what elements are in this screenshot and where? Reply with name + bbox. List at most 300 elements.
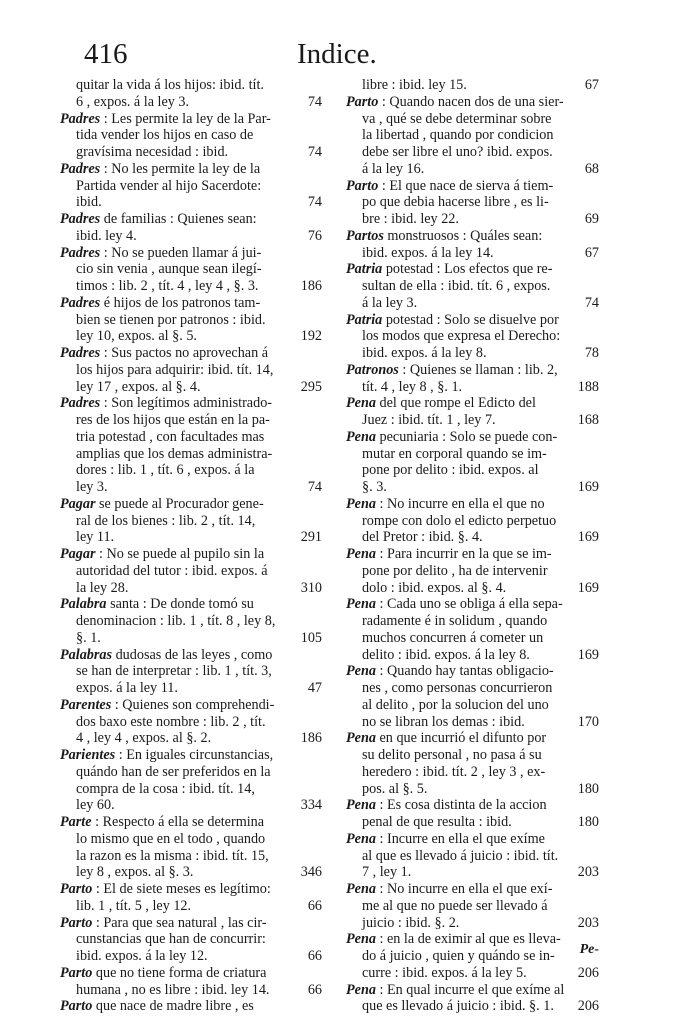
entry-line (76, 446, 342, 463)
entry-keyword: Palabra (60, 596, 107, 613)
entry-line (346, 496, 609, 513)
entry-keyword: Pena (346, 596, 376, 613)
entry-text: do á juicio , quien y quándo se in- (362, 948, 555, 964)
entry-page-ref: 295 (300, 378, 322, 395)
entry-text: : Sus pactos no aprovechan á (100, 345, 269, 361)
entry-text: al delito , por la solucion del uno (362, 696, 549, 713)
entry-line (346, 596, 609, 613)
entry-line (76, 730, 342, 747)
index-entry (346, 797, 609, 831)
entry-line (60, 647, 342, 664)
entry-text: muchos concurren á cometer un (362, 629, 544, 646)
entry-text: del que rompe el Edicto del (375, 395, 536, 412)
entry-page-ref: 203 (577, 864, 599, 881)
entry-text: : Para incurrir en la que se im- (375, 546, 552, 562)
entry-text: va , qué se debe determinar sobre (362, 110, 552, 127)
entry-text: Partida vender al hijo Sacerdote: (76, 177, 262, 194)
entry-text: §. 1. (76, 629, 101, 646)
entry-text: : No les permite la ley de la (100, 160, 261, 177)
entry-line (362, 328, 609, 345)
entry-page-ref: 180 (577, 780, 599, 797)
entry-page-ref: 78 (584, 345, 599, 361)
entry-text: : Son legítimos administrado- (100, 395, 273, 412)
entry-text: dudosas de las leyes , como (112, 646, 273, 663)
entry-line (60, 596, 342, 613)
entry-page-ref: 67 (584, 77, 599, 93)
entry-line (362, 127, 609, 144)
entry-line (362, 563, 609, 580)
entry-line (346, 546, 609, 563)
entry-line (362, 278, 609, 295)
entry-text: curre : ibid. expos. á la ley 5. (362, 964, 527, 981)
entry-line (76, 127, 342, 144)
entry-text: dores : lib. 1 , tít. 6 , expos. á la (76, 462, 255, 479)
entry-keyword: Patria (346, 261, 383, 278)
entry-line (362, 211, 609, 228)
entry-line (362, 814, 609, 831)
entry-text: la ley 28. (76, 579, 129, 596)
entry-line (60, 998, 342, 1015)
index-entry (60, 395, 342, 496)
entry-page-ref: 180 (577, 814, 599, 830)
entry-text: : Cada uno se obliga á ella sepa- (375, 596, 563, 613)
index-entry (346, 429, 609, 496)
entry-line (346, 362, 609, 379)
entry-keyword: Padres (60, 160, 101, 177)
entry-keyword: Pena (346, 730, 376, 747)
entry-line (76, 563, 342, 580)
entry-line (346, 429, 609, 446)
entry-text: santa : De donde tomó su (106, 596, 254, 613)
entry-page-ref: 169 (577, 479, 599, 495)
entry-keyword: Pagar (60, 495, 96, 512)
entry-keyword: Parto (60, 914, 93, 931)
entry-text: rompe con dolo el edicto perpetuo (362, 512, 557, 529)
entry-text: pos. al §. 5. (362, 780, 428, 797)
page-number: 416 (84, 38, 128, 70)
index-column-right (346, 77, 609, 1015)
index-entry (60, 747, 342, 814)
entry-keyword: Palabras (60, 646, 113, 663)
entry-keyword: Parto (60, 964, 93, 981)
entry-keyword: Parientes (60, 747, 116, 763)
entry-page-ref: 334 (300, 797, 322, 814)
index-entry (60, 596, 342, 646)
entry-line (346, 931, 609, 948)
entry-keyword: Padres (60, 211, 101, 227)
entry-text: pone por delito , ha de intervenir (362, 562, 548, 579)
entry-line (76, 228, 342, 245)
entry-line (76, 144, 342, 161)
entry-keyword: Parto (60, 881, 93, 897)
entry-page-ref: 188 (577, 378, 599, 395)
entry-text: 6 , expos. á la ley 3. (76, 93, 190, 110)
entry-text: que nace de madre libre , es (92, 998, 254, 1015)
entry-line (346, 261, 609, 278)
entry-line (60, 697, 342, 714)
entry-line (60, 965, 342, 982)
entry-keyword: Pena (346, 881, 376, 897)
entry-line (76, 613, 342, 630)
entry-text: pone por delito : ibid. expos. al (362, 462, 539, 479)
index-entry (346, 546, 609, 596)
entry-text: : Respecto á ella se determina (91, 814, 265, 830)
entry-text: ley 17 , expos. al §. 4. (76, 378, 201, 395)
entry-keyword: Padres (60, 294, 101, 311)
entry-text: cio sin venia , aunque sean ilegí- (76, 261, 262, 278)
entry-text: mutar en corporal quando se im- (362, 445, 547, 462)
index-entry (60, 915, 342, 965)
entry-text: me al que no puede ser llevado á (362, 897, 548, 914)
index-entry (60, 647, 342, 697)
entry-line (346, 312, 609, 329)
entry-page-ref: 66 (307, 897, 322, 914)
entry-text: tida vender los hijos en caso de (76, 127, 254, 144)
entry-page-ref: 169 (577, 646, 599, 663)
entry-line (346, 94, 609, 111)
entry-line (362, 747, 609, 764)
entry-line (76, 261, 342, 278)
entry-line (76, 362, 342, 379)
entry-text: : En iguales circunstancias, (115, 747, 274, 763)
entry-text: monstruosos : Quáles sean: (383, 227, 543, 244)
entry-text: que no tiene forma de criatura (92, 964, 267, 981)
entry-line (346, 881, 609, 898)
entry-line (362, 848, 609, 865)
index-entry (346, 395, 609, 429)
entry-text: denominacion : lib. 1 , tít. 8 , ley 8, (76, 613, 276, 629)
entry-text: : No incurre en ella el que exí- (375, 881, 553, 897)
entry-text: ibid. (76, 194, 102, 211)
entry-page-ref: 68 (584, 160, 599, 177)
entry-line (60, 345, 342, 362)
entry-line (362, 77, 609, 94)
entry-page-ref: 310 (300, 579, 322, 596)
entry-line (60, 295, 342, 312)
entry-text: nes , como personas concurrieron (362, 680, 553, 696)
entry-line (362, 111, 609, 128)
entry-keyword: Pena (346, 428, 376, 445)
entry-page-ref: 47 (307, 680, 322, 696)
entry-text: timos : lib. 2 , tít. 4 , ley 4 , §. 3. (76, 278, 259, 294)
entry-page-ref: 74 (307, 194, 322, 211)
entry-line (346, 797, 609, 814)
entry-page-ref: 206 (577, 998, 599, 1015)
index-entry (346, 496, 609, 546)
entry-line (76, 714, 342, 731)
index-entry (346, 931, 609, 981)
entry-line (362, 529, 609, 546)
index-entry (60, 295, 342, 345)
entry-page-ref: 186 (300, 730, 322, 747)
entry-line (346, 982, 609, 999)
entry-text: su delito personal , no pasa á su (362, 747, 542, 763)
entry-line (76, 379, 342, 396)
index-entry (346, 362, 609, 396)
entry-text: é hijos de los patronos tam- (100, 294, 261, 311)
entry-text: quándo han de ser preferidos en la (76, 763, 271, 780)
entry-text: : Incurre en ella el que exíme (375, 830, 545, 847)
entry-line (60, 496, 342, 513)
entry-line (60, 747, 342, 764)
entry-page-ref: 169 (577, 579, 599, 596)
index-entry (346, 596, 609, 663)
entry-text: cunstancias que han de concurrir: (76, 931, 266, 948)
entry-line (362, 295, 609, 312)
entry-line (76, 831, 342, 848)
index-entry (60, 245, 342, 295)
entry-text: ibid. expos. á la ley 8. (362, 345, 487, 361)
entry-keyword: Patronos (346, 361, 399, 378)
entry-keyword: Pena (346, 395, 376, 412)
entry-line (362, 781, 609, 798)
entry-text: ley 8 , expos. al §. 3. (76, 864, 194, 881)
index-entry (60, 161, 342, 211)
entry-line (362, 864, 609, 881)
entry-text: compra de la cosa : ibid. tít. 14, (76, 780, 255, 797)
entry-text: ley 11. (76, 529, 115, 546)
index-entry (60, 881, 342, 915)
entry-text: que es llevado á juicio : ibid. §. 1. (362, 998, 554, 1015)
entry-text: los modos que expresa el Derecho: (362, 328, 561, 345)
entry-line (76, 412, 342, 429)
entry-text: : No se puede al pupilo sin la (95, 546, 265, 562)
entry-line (76, 178, 342, 195)
entry-keyword: Parto (346, 177, 379, 194)
entry-page-ref: 67 (584, 244, 599, 261)
entry-line (362, 998, 609, 1015)
entry-line (76, 580, 342, 597)
entry-text: : El que nace de sierva á tiem- (378, 177, 554, 194)
entry-keyword: Pena (346, 797, 376, 814)
entry-page-ref: 168 (577, 412, 599, 428)
entry-line (60, 814, 342, 831)
entry-text: ley 10, expos. al §. 5. (76, 328, 197, 345)
entry-keyword: Pena (346, 663, 376, 680)
entry-keyword: Padres (60, 110, 101, 127)
entry-text: bien se tienen por patronos : ibid. (76, 311, 266, 328)
entry-text: no se libran los demas : ibid. (362, 713, 525, 730)
entry-text: en que incurrió el difunto por (375, 730, 547, 747)
entry-text: del Pretor : ibid. §. 4. (362, 529, 483, 546)
entry-text: ley 3. (76, 479, 108, 495)
entry-text: al que es llevado á juicio : ibid. tít. (362, 847, 559, 864)
index-entry (346, 663, 609, 730)
entry-text: dolo : ibid. expos. al §. 4. (362, 579, 507, 596)
entry-text: gravísima necesidad : ibid. (76, 144, 229, 160)
entry-keyword: Parto (346, 93, 379, 110)
entry-line (362, 580, 609, 597)
entry-keyword: Padres (60, 244, 101, 261)
entry-text: res de los hijos que están en la pa- (76, 412, 270, 428)
entry-line (76, 529, 342, 546)
entry-line (76, 513, 342, 530)
entry-line (362, 630, 609, 647)
entry-text: lib. 1 , tít. 5 , ley 12. (76, 897, 192, 914)
entry-text: §. 3. (362, 479, 387, 495)
index-entry (60, 814, 342, 881)
entry-page-ref: 74 (307, 144, 322, 160)
entry-line (76, 462, 342, 479)
index-entry (60, 546, 342, 596)
index-entry (60, 697, 342, 747)
entry-text: la razon es la misma : ibid. tít. 15, (76, 847, 269, 864)
entry-line (362, 915, 609, 932)
entry-page-ref: 186 (300, 278, 322, 294)
entry-keyword: Pena (346, 981, 376, 998)
index-entry (346, 228, 609, 262)
entry-line (76, 797, 342, 814)
entry-line (362, 161, 609, 178)
index-entry (60, 345, 342, 395)
entry-line (362, 898, 609, 915)
entry-text: : No incurre en ella el que no (375, 495, 545, 512)
entry-text: ibid. ley 4. (76, 227, 137, 244)
entry-line (362, 647, 609, 664)
index-entry (346, 94, 609, 178)
entry-text: dos baxo este nombre : lib. 2 , tít. (76, 713, 266, 730)
entry-page-ref: 203 (577, 914, 599, 931)
entry-line (362, 697, 609, 714)
entry-line (60, 211, 342, 228)
entry-text: á la ley 3. (362, 294, 418, 311)
entry-text: ral de los bienes : lib. 2 , tít. 14, (76, 512, 256, 529)
catchword: Pe- (579, 942, 599, 957)
entry-text: tít. 4 , ley 8 , §. 1. (362, 378, 463, 395)
index-entry (346, 831, 609, 881)
entry-text: amplias que los demas administra- (76, 445, 273, 462)
entry-line (362, 764, 609, 781)
entry-text: autoridad del tutor : ibid. expos. á (76, 562, 268, 579)
entry-line (76, 864, 342, 881)
entry-text: se han de interpretar : lib. 1 , tít. 3, (76, 663, 272, 680)
entry-text: : En qual incurre el que exíme al (375, 981, 565, 998)
entry-line (362, 479, 609, 496)
entry-keyword: Padres (60, 395, 101, 412)
entry-line (76, 77, 342, 94)
entry-line (346, 178, 609, 195)
entry-line (362, 194, 609, 211)
entry-page-ref: 74 (584, 294, 599, 311)
entry-text: tria potestad , con facultades mas (76, 428, 265, 445)
entry-page-ref: 66 (307, 948, 322, 964)
entry-text: expos. á la ley 11. (76, 680, 178, 696)
entry-line (60, 915, 342, 932)
entry-keyword: Partos (346, 227, 384, 244)
entry-text: : El de siete meses es legítimo: (92, 881, 271, 897)
entry-line (346, 663, 609, 680)
entry-text: á la ley 16. (362, 160, 425, 177)
entry-text: debe ser libre el uno? ibid. expos. (362, 144, 553, 160)
entry-line (76, 680, 342, 697)
entry-text: po que debia hacerse libre , es li- (362, 194, 549, 211)
entry-text: juicio : ibid. §. 2. (362, 914, 460, 931)
entry-line (362, 948, 609, 965)
entry-line (76, 630, 342, 647)
entry-page-ref: 169 (577, 529, 599, 546)
entry-page-ref: 291 (300, 529, 322, 546)
entry-line (346, 228, 609, 245)
entry-line (362, 462, 609, 479)
entry-line (346, 831, 609, 848)
entry-line (76, 848, 342, 865)
entry-line (346, 395, 609, 412)
entry-text: : Les permite la ley de la Par- (100, 110, 271, 127)
index-entry (60, 111, 342, 161)
entry-line (76, 312, 342, 329)
entry-line (76, 479, 342, 496)
index-entry (60, 496, 342, 546)
entry-line (76, 948, 342, 965)
entry-text: pecuniaria : Solo se puede con- (375, 428, 558, 445)
entry-text: ibid. expos. á la ley 14. (362, 244, 494, 261)
entry-line (346, 730, 609, 747)
index-column-left (60, 77, 342, 1015)
entry-line (76, 982, 342, 999)
entry-keyword: Parentes (60, 696, 112, 713)
entry-line (60, 395, 342, 412)
entry-text: los hijos para adquirir: ibid. tít. 14, (76, 361, 274, 378)
page-title: Indice. (297, 38, 377, 70)
entry-line (362, 379, 609, 396)
entry-text: : Quienes se llaman : lib. 2, (398, 361, 558, 378)
page-header (0, 38, 682, 74)
entry-text: : Quando hay tantas obligacio- (375, 663, 554, 680)
entry-text: : Para que sea natural , las cir- (92, 914, 267, 931)
entry-text: : Quienes son comprehendi- (111, 696, 275, 713)
entry-page-ref: 192 (300, 328, 322, 345)
entry-text: : No se pueden llamar á jui- (100, 244, 262, 261)
entry-text: : en la de eximir al que es lleva- (375, 931, 561, 948)
entry-text: quitar la vida á los hijos: ibid. tít. (76, 77, 264, 93)
entry-text: : Es cosa distinta de la accion (375, 797, 547, 814)
entry-text: bre : ibid. ley 22. (362, 211, 459, 227)
entry-text: radamente é in solidum , quando (362, 613, 548, 629)
entry-text: la libertad , quando por condicion (362, 127, 554, 144)
index-entry (60, 998, 342, 1015)
entry-page-ref: 170 (577, 713, 599, 730)
entry-line (362, 965, 609, 982)
index-entry (60, 77, 342, 111)
entry-keyword: Pena (346, 546, 376, 562)
entry-text: ibid. expos. á la ley 12. (76, 948, 208, 964)
entry-line (76, 278, 342, 295)
entry-line (76, 764, 342, 781)
entry-keyword: Pagar (60, 546, 96, 562)
entry-line (76, 781, 342, 798)
entry-text: se puede al Procurador gene- (95, 495, 264, 512)
index-entry (60, 965, 342, 999)
entry-keyword: Parte (60, 814, 92, 830)
entry-page-ref: 105 (300, 629, 322, 646)
index-entry (346, 77, 609, 94)
entry-line (362, 412, 609, 429)
index-entry (60, 211, 342, 245)
entry-text: : Quando nacen dos de una sier- (378, 93, 564, 110)
entry-page-ref: 66 (307, 981, 322, 998)
entry-text: penal de que resulta : ibid. (362, 814, 512, 830)
entry-line (60, 245, 342, 262)
entry-text: potestad : Los efectos que re- (382, 261, 553, 278)
entry-line (362, 446, 609, 463)
entry-text: heredero : ibid. tít. 2 , ley 3 , ex- (362, 763, 546, 780)
entry-text: 7 , ley 1. (362, 864, 412, 881)
entry-line (60, 881, 342, 898)
entry-page-ref: 74 (307, 479, 322, 495)
entry-line (362, 345, 609, 362)
index-entry (346, 881, 609, 931)
entry-line (76, 898, 342, 915)
